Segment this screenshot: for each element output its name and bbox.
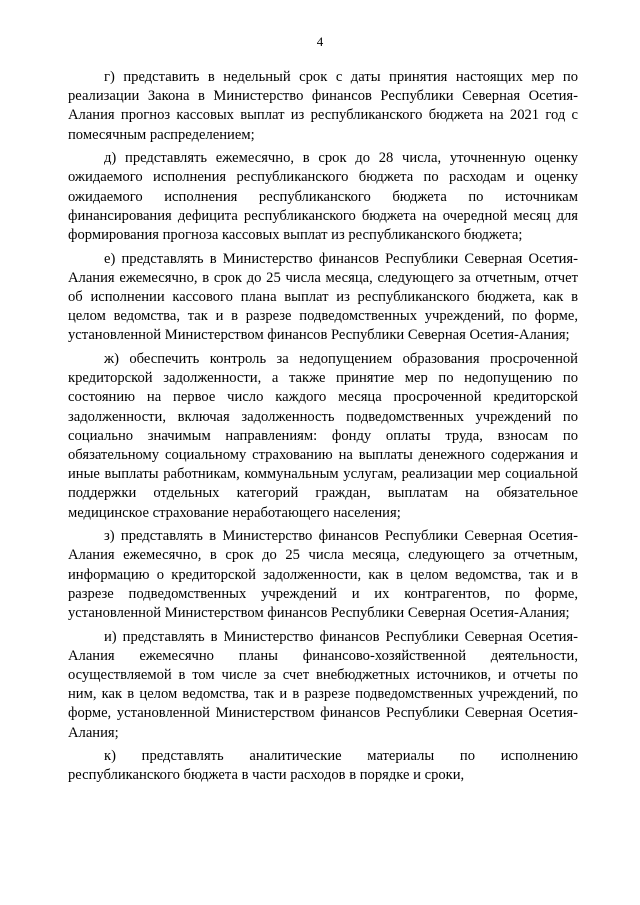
paragraph-e: е) представлять в Министерство финансов Республики Северная Осетия-Алания ежемесячно, в срок до 25 числа месяца, следующего за отчетным, отчет об исполнении кассового плана выплат из республиканского бюджета, как в целом ведомства, так и в разрезе подведомственных учреждений, по форме, установленной Министерством финансов Республики Северная Осетия-Алания; xyxy=(68,250,578,344)
paragraph-z: з) представлять в Министерство финансов Республики Северная Осетия-Алания ежемесячно, в срок до 25 числа месяца, следующего за отчетным, информацию о кредиторской задолженности, как в целом ведомства, так и в разрезе подведомственных учреждений и их контрагентов, по форме, установленной Министерством финансов Республики Северная Осетия-Алания; xyxy=(68,528,578,622)
page-number: 4 xyxy=(316,34,324,49)
paragraph-k: к) представлять аналитические материалы по исполнению республиканского бюджета в части расходов в порядке и сроки, xyxy=(68,748,578,784)
paragraph-d: д) представлять ежемесячно, в срок до 28 числа, уточненную оценку ожидаемого исполнения республиканского бюджета по расходам и оценку ожидаемого исполнения республиканского бюджета по источникам финансирования дефицита республиканского бюджета на очередной месяц для формирования прогноза кассовых выплат из республиканского бюджета; xyxy=(68,150,578,244)
paragraph-i: и) представлять в Министерство финансов Республики Северная Осетия-Алания ежемесячно планы финансово-хозяйственной деятельности, осуществляемой в том числе за счет внебюджетных источников, и отчеты по ним, как в целом ведомства, так и в разрезе подведомственных учреждений, по форме, установленной Министерством финансов Республики Северная Осетия-Алания; xyxy=(68,628,578,741)
document-body xyxy=(68,68,578,790)
paragraph-zh: ж) обеспечить контроль за недопущением образования просроченной кредиторской задолженности, а также принятие мер по недопущению по состоянию на первое число каждого месяца просроченной кредиторской задолженности, включая задолженность подведомственных учреждений по социально значимым направлениям: фонду оплаты труда, взносам по обязательному социальному страхованию на выплаты денежного содержания и иные выплаты работникам, коммунальным услугам, реализации мер социальной поддержки отдельных категорий граждан, выплатам на обязательное медицинское страхование неработающего населения; xyxy=(68,351,578,521)
paragraph-g: г) представить в недельный срок с даты принятия настоящих мер по реализации Закона в Министерство финансов Республики Северная Осетия-Алания прогноз кассовых выплат из республиканского бюджета на 2021 год с помесячным распределением; xyxy=(68,69,578,143)
